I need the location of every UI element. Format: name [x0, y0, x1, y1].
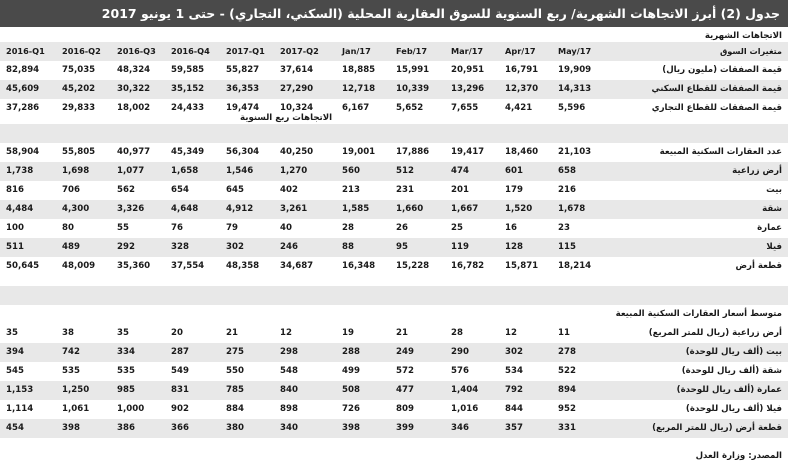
table-row: [0, 61, 788, 80]
table-cell: 454: [6, 423, 24, 433]
column-header: 2016-Q3: [117, 46, 156, 56]
table-cell: 1,698: [62, 166, 90, 176]
table-cell: 3,261: [280, 204, 308, 214]
table-cell: 16,791: [505, 65, 539, 75]
table-cell: 7,655: [451, 103, 479, 113]
table-row: [0, 257, 788, 276]
row-label: شقة (ألف ريال للوحدة): [681, 366, 782, 376]
table-cell: 511: [6, 242, 24, 252]
table-cell: 809: [396, 404, 414, 414]
table-cell: 80: [62, 223, 74, 233]
column-header: Mar/17: [451, 46, 484, 56]
table-cell: 560: [342, 166, 360, 176]
table-cell: 340: [280, 423, 298, 433]
table-cell: 16,782: [451, 261, 485, 271]
table-cell: 840: [280, 385, 298, 395]
table-cell: 952: [558, 404, 576, 414]
row-label: أرض زراعية (ريال للمتر المربع): [648, 328, 782, 338]
table-cell: 27,290: [280, 84, 314, 94]
table-cell: 1,114: [6, 404, 34, 414]
table-title: جدول (2) أبرز الاتجاهات الشهرية/ ربع السنوية للسوق العقارية المحلية (السكني، التجاري) - حتى 1 يونيو 2017: [0, 0, 788, 27]
table-row: [0, 419, 788, 438]
table-row: [0, 181, 788, 200]
table-cell: 119: [451, 242, 469, 252]
table-cell: 499: [342, 366, 360, 376]
table-cell: 231: [396, 185, 414, 195]
table-cell: 398: [62, 423, 80, 433]
table-cell: 792: [505, 385, 523, 395]
column-header: 2016-Q2: [62, 46, 101, 56]
table-cell: 17,886: [396, 147, 430, 157]
table-cell: 179: [505, 185, 523, 195]
table-cell: 18,002: [117, 103, 151, 113]
table-cell: 59,585: [171, 65, 205, 75]
table-cell: 30,322: [117, 84, 151, 94]
table-cell: 18,885: [342, 65, 376, 75]
table-cell: 35,152: [171, 84, 205, 94]
table-row: [0, 400, 788, 419]
table-cell: 534: [505, 366, 523, 376]
table-cell: 706: [62, 185, 80, 195]
row-label: شقة: [762, 204, 782, 214]
table-cell: 14,313: [558, 84, 592, 94]
table-cell: 128: [505, 242, 523, 252]
table-cell: 35,360: [117, 261, 151, 271]
table-cell: 45,202: [62, 84, 96, 94]
column-header: Apr/17: [505, 46, 536, 56]
row-label: عمارة: [757, 223, 782, 233]
table-cell: 548: [280, 366, 298, 376]
table-cell: 562: [117, 185, 135, 195]
table-cell: 21,103: [558, 147, 592, 157]
table-cell: 545: [6, 366, 24, 376]
table-cell: 1,667: [451, 204, 479, 214]
table-row: [0, 219, 788, 238]
row-label: بيت: [766, 185, 782, 195]
table-cell: 24,433: [171, 103, 205, 113]
row-label: فيلا (ألف ريال للوحدة): [685, 404, 782, 414]
row-label: قطعة أرض (ريال للمتر المربع): [652, 423, 782, 433]
table-cell: 55,805: [62, 147, 96, 157]
table-cell: 100: [6, 223, 24, 233]
table-cell: 477: [396, 385, 414, 395]
table-cell: 45,609: [6, 84, 40, 94]
market-variables-header: متغيرات السوق: [719, 46, 782, 56]
table-cell: 25: [451, 223, 463, 233]
table-cell: 95: [396, 242, 408, 252]
table-cell: 48,009: [62, 261, 96, 271]
table-row: [0, 162, 788, 181]
table-cell: 894: [558, 385, 576, 395]
table-cell: 28: [342, 223, 354, 233]
table-cell: 399: [396, 423, 414, 433]
table-cell: 522: [558, 366, 576, 376]
table-cell: 48,358: [226, 261, 260, 271]
table-cell: 1,250: [62, 385, 90, 395]
table-cell: 535: [62, 366, 80, 376]
table-cell: 82,894: [6, 65, 40, 75]
table-cell: 298: [280, 347, 298, 357]
table-cell: 34,687: [280, 261, 314, 271]
spacer-row: [0, 124, 788, 143]
table-row: [0, 80, 788, 99]
table-cell: 19,417: [451, 147, 485, 157]
table-cell: 658: [558, 166, 576, 176]
table-cell: 508: [342, 385, 360, 395]
table-cell: 3,326: [117, 204, 145, 214]
table-cell: 550: [226, 366, 244, 376]
table-cell: 4,912: [226, 204, 254, 214]
table-cell: 18,460: [505, 147, 539, 157]
table-cell: 985: [117, 385, 135, 395]
column-header: Jan/17: [342, 46, 371, 56]
table-cell: 902: [171, 404, 189, 414]
table-cell: 884: [226, 404, 244, 414]
table-cell: 19,909: [558, 65, 592, 75]
table-cell: 402: [280, 185, 298, 195]
table-cell: 398: [342, 423, 360, 433]
column-header: 2016-Q4: [171, 46, 210, 56]
price-section-label: متوسط أسعار العقارات السكنية المبيعة: [615, 309, 782, 319]
table-cell: 10,339: [396, 84, 430, 94]
table-cell: 1,678: [558, 204, 586, 214]
table-cell: 50,645: [6, 261, 40, 271]
table-cell: 1,520: [505, 204, 533, 214]
table-cell: 366: [171, 423, 189, 433]
table-row: [0, 238, 788, 257]
table-cell: 357: [505, 423, 523, 433]
table-cell: 816: [6, 185, 24, 195]
table-cell: 394: [6, 347, 24, 357]
table-cell: 1,738: [6, 166, 34, 176]
table-row: [0, 143, 788, 162]
table-cell: 11: [558, 328, 570, 338]
table-cell: 45,349: [171, 147, 205, 157]
table-cell: 601: [505, 166, 523, 176]
table-cell: 1,153: [6, 385, 34, 395]
table-row: [0, 381, 788, 400]
table-cell: 12: [280, 328, 292, 338]
table-cell: 346: [451, 423, 469, 433]
table-cell: 4,300: [62, 204, 90, 214]
table-cell: 278: [558, 347, 576, 357]
table-cell: 15,871: [505, 261, 539, 271]
table-cell: 79: [226, 223, 238, 233]
column-header: Feb/17: [396, 46, 428, 56]
table-cell: 386: [117, 423, 135, 433]
table-cell: 35: [6, 328, 18, 338]
table-cell: 76: [171, 223, 183, 233]
table-cell: 576: [451, 366, 469, 376]
table-cell: 37,286: [6, 103, 40, 113]
table-cell: 288: [342, 347, 360, 357]
row-label: أرض زراعية: [732, 166, 782, 176]
table-cell: 28: [451, 328, 463, 338]
table-cell: 10,324: [280, 103, 314, 113]
table-cell: 1,660: [396, 204, 424, 214]
table-cell: 40,250: [280, 147, 314, 157]
table-cell: 726: [342, 404, 360, 414]
table-cell: 37,554: [171, 261, 205, 271]
row-label: عدد العقارات السكنية المبيعة: [659, 147, 782, 157]
column-header: May/17: [558, 46, 592, 56]
row-label: عمارة (ألف ريال للوحدة): [676, 385, 782, 395]
source-note: المصدر: وزارة العدل: [695, 451, 782, 461]
table-cell: 55,827: [226, 65, 260, 75]
column-header: 2017-Q1: [226, 46, 265, 56]
table-cell: 292: [117, 242, 135, 252]
table-cell: 302: [505, 347, 523, 357]
spacer-row: [0, 286, 788, 305]
table-cell: 29,833: [62, 103, 96, 113]
row-label: بيت (ألف ريال للوحدة): [685, 347, 782, 357]
table-cell: 287: [171, 347, 189, 357]
table-cell: 36,353: [226, 84, 260, 94]
table-cell: 19,001: [342, 147, 376, 157]
table-cell: 15,991: [396, 65, 430, 75]
table-cell: 474: [451, 166, 469, 176]
table-cell: 535: [117, 366, 135, 376]
table-cell: 5,652: [396, 103, 424, 113]
table-cell: 15,228: [396, 261, 430, 271]
table-cell: 328: [171, 242, 189, 252]
table-row: [0, 343, 788, 362]
table-cell: 302: [226, 242, 244, 252]
table-cell: 23: [558, 223, 570, 233]
table-cell: 48,324: [117, 65, 151, 75]
table-cell: 1,546: [226, 166, 254, 176]
table-cell: 898: [280, 404, 298, 414]
table-cell: 58,904: [6, 147, 40, 157]
table-cell: 512: [396, 166, 414, 176]
table-cell: 4,421: [505, 103, 533, 113]
row-label: قيمة الصفقات للقطاع السكني: [651, 84, 782, 94]
table-row: [0, 324, 788, 343]
row-label: قيمة الصفقات (مليون ريال): [662, 65, 782, 75]
table-cell: 275: [226, 347, 244, 357]
quarterly-trends-label: الاتجاهات ربع السنوية: [240, 113, 333, 123]
table-cell: 4,648: [171, 204, 199, 214]
table-cell: 844: [505, 404, 523, 414]
table-cell: 37,614: [280, 65, 314, 75]
column-header-row: [0, 42, 788, 61]
table-cell: 75,035: [62, 65, 96, 75]
table-cell: 331: [558, 423, 576, 433]
table-cell: 213: [342, 185, 360, 195]
table-cell: 40: [280, 223, 292, 233]
table-cell: 249: [396, 347, 414, 357]
table-cell: 1,404: [451, 385, 479, 395]
table-cell: 40,977: [117, 147, 151, 157]
table-cell: 18,214: [558, 261, 592, 271]
table-cell: 1,585: [342, 204, 370, 214]
table-cell: 12: [505, 328, 517, 338]
table-cell: 19,474: [226, 103, 260, 113]
row-label: فيلا: [766, 242, 782, 252]
table-cell: 26: [396, 223, 408, 233]
table-cell: 290: [451, 347, 469, 357]
table-cell: 21: [396, 328, 408, 338]
table-cell: 12,370: [505, 84, 539, 94]
table-cell: 13,296: [451, 84, 485, 94]
table-cell: 5,596: [558, 103, 586, 113]
table-cell: 88: [342, 242, 354, 252]
table-cell: 831: [171, 385, 189, 395]
table-cell: 645: [226, 185, 244, 195]
table-cell: 20: [171, 328, 183, 338]
table-cell: 55: [117, 223, 129, 233]
table-cell: 1,077: [117, 166, 145, 176]
table-cell: 21: [226, 328, 238, 338]
table-cell: 1,000: [117, 404, 145, 414]
table-cell: 115: [558, 242, 576, 252]
table-cell: 489: [62, 242, 80, 252]
table-cell: 742: [62, 347, 80, 357]
table-cell: 572: [396, 366, 414, 376]
table-row: [0, 99, 788, 118]
table-cell: 35: [117, 328, 129, 338]
table-cell: 334: [117, 347, 135, 357]
table-cell: 654: [171, 185, 189, 195]
table-cell: 20,951: [451, 65, 485, 75]
table-cell: 56,304: [226, 147, 260, 157]
column-header: 2017-Q2: [280, 46, 319, 56]
table-cell: 16: [505, 223, 517, 233]
table-cell: 1,270: [280, 166, 308, 176]
table-cell: 19: [342, 328, 354, 338]
table-cell: 6,167: [342, 103, 370, 113]
table-cell: 16,348: [342, 261, 376, 271]
table-cell: 4,484: [6, 204, 34, 214]
table-cell: 246: [280, 242, 298, 252]
table-cell: 216: [558, 185, 576, 195]
table-cell: 549: [171, 366, 189, 376]
table-cell: 380: [226, 423, 244, 433]
monthly-trends-label: الاتجاهات الشهرية: [704, 31, 782, 41]
table-cell: 201: [451, 185, 469, 195]
table-cell: 785: [226, 385, 244, 395]
table-cell: 12,718: [342, 84, 376, 94]
table-row: [0, 362, 788, 381]
row-label: قيمة الصفقات للقطاع التجاري: [651, 103, 782, 113]
table-cell: 1,061: [62, 404, 90, 414]
table-cell: 38: [62, 328, 74, 338]
table-cell: 1,016: [451, 404, 479, 414]
row-label: قطعة أرض: [735, 261, 782, 271]
table-cell: 1,658: [171, 166, 199, 176]
column-header: 2016-Q1: [6, 46, 45, 56]
table-row: [0, 200, 788, 219]
